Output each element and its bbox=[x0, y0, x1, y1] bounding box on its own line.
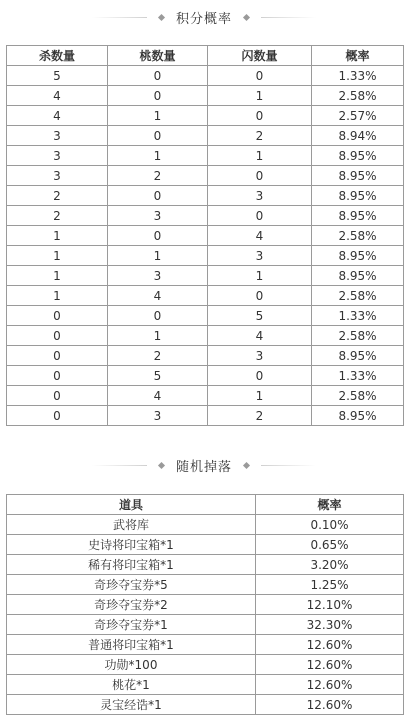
score-table-header bbox=[7, 46, 404, 66]
table-cell: 3 bbox=[7, 166, 108, 186]
table-row bbox=[7, 146, 404, 166]
drop-section-title-group bbox=[92, 456, 316, 475]
table-cell: 1 bbox=[208, 146, 312, 166]
table-row bbox=[7, 326, 404, 346]
table-cell: 0.65% bbox=[256, 535, 404, 555]
diamond-icon bbox=[158, 13, 165, 20]
table-cell: 1.25% bbox=[256, 575, 404, 595]
table-cell: 0 bbox=[208, 166, 312, 186]
table-cell: 1 bbox=[208, 266, 312, 286]
table-cell: 0.10% bbox=[256, 515, 404, 535]
table-cell: 0 bbox=[208, 66, 312, 86]
table-cell: 1 bbox=[7, 246, 108, 266]
table-cell: 12.10% bbox=[256, 595, 404, 615]
table-row bbox=[7, 166, 404, 186]
table-cell: 奇珍夺宝券*1 bbox=[7, 615, 256, 635]
table-cell: 0 bbox=[7, 386, 108, 406]
table-cell: 普通将印宝箱*1 bbox=[7, 635, 256, 655]
table-cell: 0 bbox=[108, 126, 208, 146]
table-cell: 1 bbox=[108, 246, 208, 266]
table-row bbox=[7, 286, 404, 306]
table-cell: 3 bbox=[108, 206, 208, 226]
table-row bbox=[7, 406, 404, 426]
score-section-title: 积分概率 bbox=[175, 11, 232, 27]
table-cell: 12.60% bbox=[256, 675, 404, 695]
table-cell: 0 bbox=[108, 226, 208, 246]
drop-section-header bbox=[0, 455, 408, 475]
drop-probability-table bbox=[6, 494, 404, 715]
table-row bbox=[7, 346, 404, 366]
table-cell: 4 bbox=[208, 326, 312, 346]
drop-table-body bbox=[7, 515, 404, 715]
table-row bbox=[7, 575, 404, 595]
table-cell: 0 bbox=[7, 306, 108, 326]
table-row bbox=[7, 366, 404, 386]
table-cell: 0 bbox=[208, 366, 312, 386]
column-header: 概率 bbox=[256, 495, 404, 515]
table-cell: 8.95% bbox=[312, 266, 404, 286]
diamond-icon bbox=[243, 461, 250, 468]
table-cell: 1 bbox=[208, 386, 312, 406]
table-row bbox=[7, 655, 404, 675]
table-cell: 1 bbox=[108, 326, 208, 346]
table-cell: 1 bbox=[7, 266, 108, 286]
divider-line bbox=[261, 17, 316, 18]
table-cell: 8.95% bbox=[312, 346, 404, 366]
table-row bbox=[7, 266, 404, 286]
table-row bbox=[7, 206, 404, 226]
table-cell: 2 bbox=[208, 126, 312, 146]
table-cell: 8.95% bbox=[312, 146, 404, 166]
drop-section-title: 随机掉落 bbox=[175, 459, 232, 475]
table-row bbox=[7, 595, 404, 615]
table-cell: 12.60% bbox=[256, 655, 404, 675]
diamond-icon bbox=[158, 461, 165, 468]
table-cell: 奇珍夺宝券*5 bbox=[7, 575, 256, 595]
table-row bbox=[7, 386, 404, 406]
table-cell: 8.95% bbox=[312, 166, 404, 186]
table-cell: 5 bbox=[208, 306, 312, 326]
table-cell: 2 bbox=[7, 186, 108, 206]
column-header: 道具 bbox=[7, 495, 256, 515]
table-cell: 1 bbox=[7, 286, 108, 306]
table-cell: 4 bbox=[108, 386, 208, 406]
table-cell: 0 bbox=[108, 186, 208, 206]
divider-line bbox=[92, 465, 147, 466]
table-cell: 0 bbox=[208, 106, 312, 126]
score-probability-table bbox=[6, 45, 404, 426]
table-cell: 2.57% bbox=[312, 106, 404, 126]
table-row bbox=[7, 515, 404, 535]
table-cell: 3 bbox=[208, 346, 312, 366]
table-cell: 桃花*1 bbox=[7, 675, 256, 695]
table-cell: 4 bbox=[7, 106, 108, 126]
table-row bbox=[7, 615, 404, 635]
column-header: 概率 bbox=[312, 46, 404, 66]
table-cell: 0 bbox=[108, 66, 208, 86]
table-cell: 2.58% bbox=[312, 326, 404, 346]
column-header: 杀数量 bbox=[7, 46, 108, 66]
table-cell: 2 bbox=[7, 206, 108, 226]
table-cell: 0 bbox=[7, 326, 108, 346]
table-cell: 3 bbox=[208, 186, 312, 206]
column-header: 闪数量 bbox=[208, 46, 312, 66]
table-cell: 武将库 bbox=[7, 515, 256, 535]
table-row bbox=[7, 66, 404, 86]
table-cell: 2 bbox=[208, 406, 312, 426]
table-header-row bbox=[7, 495, 404, 515]
table-row bbox=[7, 535, 404, 555]
table-row bbox=[7, 106, 404, 126]
table-cell: 0 bbox=[208, 206, 312, 226]
table-cell: 8.95% bbox=[312, 206, 404, 226]
table-cell: 4 bbox=[108, 286, 208, 306]
table-cell: 2 bbox=[108, 166, 208, 186]
table-cell: 5 bbox=[7, 66, 108, 86]
table-cell: 0 bbox=[208, 286, 312, 306]
table-cell: 2.58% bbox=[312, 86, 404, 106]
table-cell: 3 bbox=[208, 246, 312, 266]
diamond-icon bbox=[243, 13, 250, 20]
score-table-body bbox=[7, 66, 404, 426]
table-row bbox=[7, 186, 404, 206]
table-cell: 8.95% bbox=[312, 186, 404, 206]
table-cell: 2.58% bbox=[312, 286, 404, 306]
table-cell: 3 bbox=[7, 146, 108, 166]
table-row bbox=[7, 86, 404, 106]
table-row bbox=[7, 675, 404, 695]
table-cell: 0 bbox=[108, 86, 208, 106]
table-row bbox=[7, 226, 404, 246]
table-row bbox=[7, 635, 404, 655]
table-cell: 3 bbox=[108, 266, 208, 286]
table-cell: 奇珍夺宝券*2 bbox=[7, 595, 256, 615]
table-row bbox=[7, 246, 404, 266]
table-cell: 0 bbox=[108, 306, 208, 326]
table-row bbox=[7, 306, 404, 326]
table-cell: 5 bbox=[108, 366, 208, 386]
table-cell: 1 bbox=[108, 106, 208, 126]
table-row bbox=[7, 695, 404, 715]
table-cell: 8.94% bbox=[312, 126, 404, 146]
table-cell: 1.33% bbox=[312, 66, 404, 86]
table-cell: 8.95% bbox=[312, 246, 404, 266]
score-section-header bbox=[0, 7, 408, 27]
table-cell: 0 bbox=[7, 406, 108, 426]
table-cell: 灵宝经诰*1 bbox=[7, 695, 256, 715]
score-section-title-group bbox=[92, 8, 316, 27]
table-cell: 史诗将印宝箱*1 bbox=[7, 535, 256, 555]
column-header: 桃数量 bbox=[108, 46, 208, 66]
divider-line bbox=[261, 465, 316, 466]
table-cell: 12.60% bbox=[256, 695, 404, 715]
divider-line bbox=[92, 17, 147, 18]
table-cell: 功勋*100 bbox=[7, 655, 256, 675]
table-cell: 2 bbox=[108, 346, 208, 366]
table-cell: 32.30% bbox=[256, 615, 404, 635]
table-row bbox=[7, 126, 404, 146]
table-cell: 稀有将印宝箱*1 bbox=[7, 555, 256, 575]
table-cell: 4 bbox=[208, 226, 312, 246]
drop-table-header bbox=[7, 495, 404, 515]
table-cell: 1 bbox=[208, 86, 312, 106]
table-cell: 3.20% bbox=[256, 555, 404, 575]
table-cell: 1 bbox=[108, 146, 208, 166]
table-cell: 1.33% bbox=[312, 306, 404, 326]
table-cell: 3 bbox=[7, 126, 108, 146]
table-cell: 8.95% bbox=[312, 406, 404, 426]
table-row bbox=[7, 555, 404, 575]
table-cell: 0 bbox=[7, 346, 108, 366]
table-cell: 4 bbox=[7, 86, 108, 106]
table-cell: 2.58% bbox=[312, 386, 404, 406]
table-cell: 3 bbox=[108, 406, 208, 426]
table-cell: 12.60% bbox=[256, 635, 404, 655]
table-cell: 1 bbox=[7, 226, 108, 246]
table-cell: 1.33% bbox=[312, 366, 404, 386]
table-cell: 0 bbox=[7, 366, 108, 386]
table-header-row bbox=[7, 46, 404, 66]
table-cell: 2.58% bbox=[312, 226, 404, 246]
